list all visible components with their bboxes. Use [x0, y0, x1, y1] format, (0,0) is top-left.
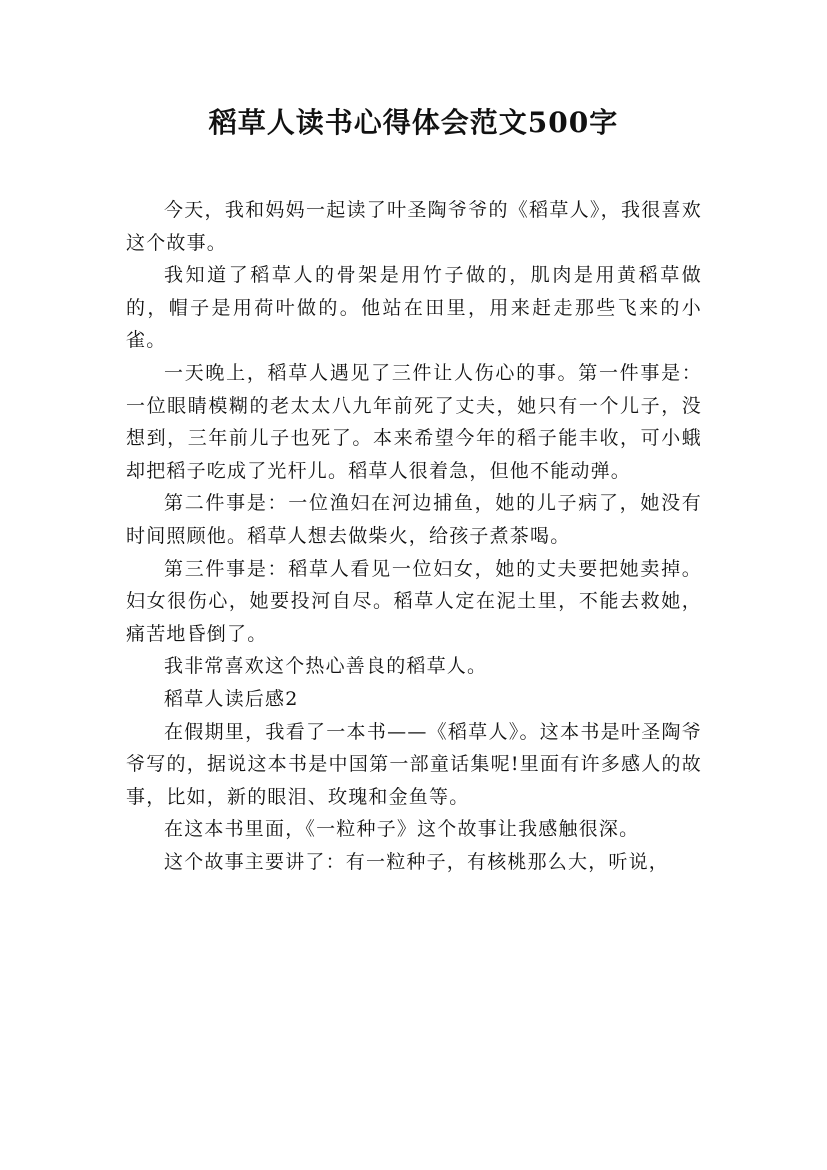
paragraph-9: 这个故事主要讲了：有一粒种子，有核桃那么大，听说，	[164, 850, 670, 873]
paragraph-7: 在假期里，我看了一本书——《稻草人》。这本书是叶圣陶爷爷写的，据说这本书是中国第一部童话集呢!里面有许多感人的故事，比如，新的眼泪、玫瑰和金鱼等。	[126, 720, 702, 808]
document-body	[126, 194, 702, 878]
paragraph-2: 我知道了稻草人的骨架是用竹子做的，肌肉是用黄稻草做的，帽子是用荷叶做的。他站在田里，用来赶走那些飞来的小雀。	[126, 264, 702, 352]
paragraph-3: 一天晚上，稻草人遇见了三件让人伤心的事。第一件事是：一位眼睛模糊的老太太八九年前死了丈夫，她只有一个儿子，没想到，三年前儿子也死了。本来希望今年的稻子能丰收，可小蛾却把稻子吃成了光杆儿。稻草人很着急，但他不能动弹。	[126, 361, 702, 482]
section-heading: 稻草人读后感2	[164, 687, 299, 710]
paragraph-8: 在这本书里面，《一粒种子》这个故事让我感触很深。	[164, 818, 640, 841]
document-title: 稻草人读书心得体会范文500字	[208, 106, 619, 139]
paragraph-4: 第二件事是：一位渔妇在河边捕鱼，她的儿子病了，她没有时间照顾他。稻草人想去做柴火，给孩子煮茶喝。	[126, 492, 702, 547]
paragraph-6: 我非常喜欢这个热心善良的稻草人。	[164, 655, 488, 678]
paragraph-5: 第三件事是：稻草人看见一位妇女，她的丈夫要把她卖掉。妇女很伤心，她要投河自尽。稻草人定在泥土里，不能去救她，痛苦地昏倒了。	[126, 557, 702, 645]
paragraph-1: 今天，我和妈妈一起读了叶圣陶爷爷的《稻草人》，我很喜欢这个故事。	[126, 199, 702, 254]
